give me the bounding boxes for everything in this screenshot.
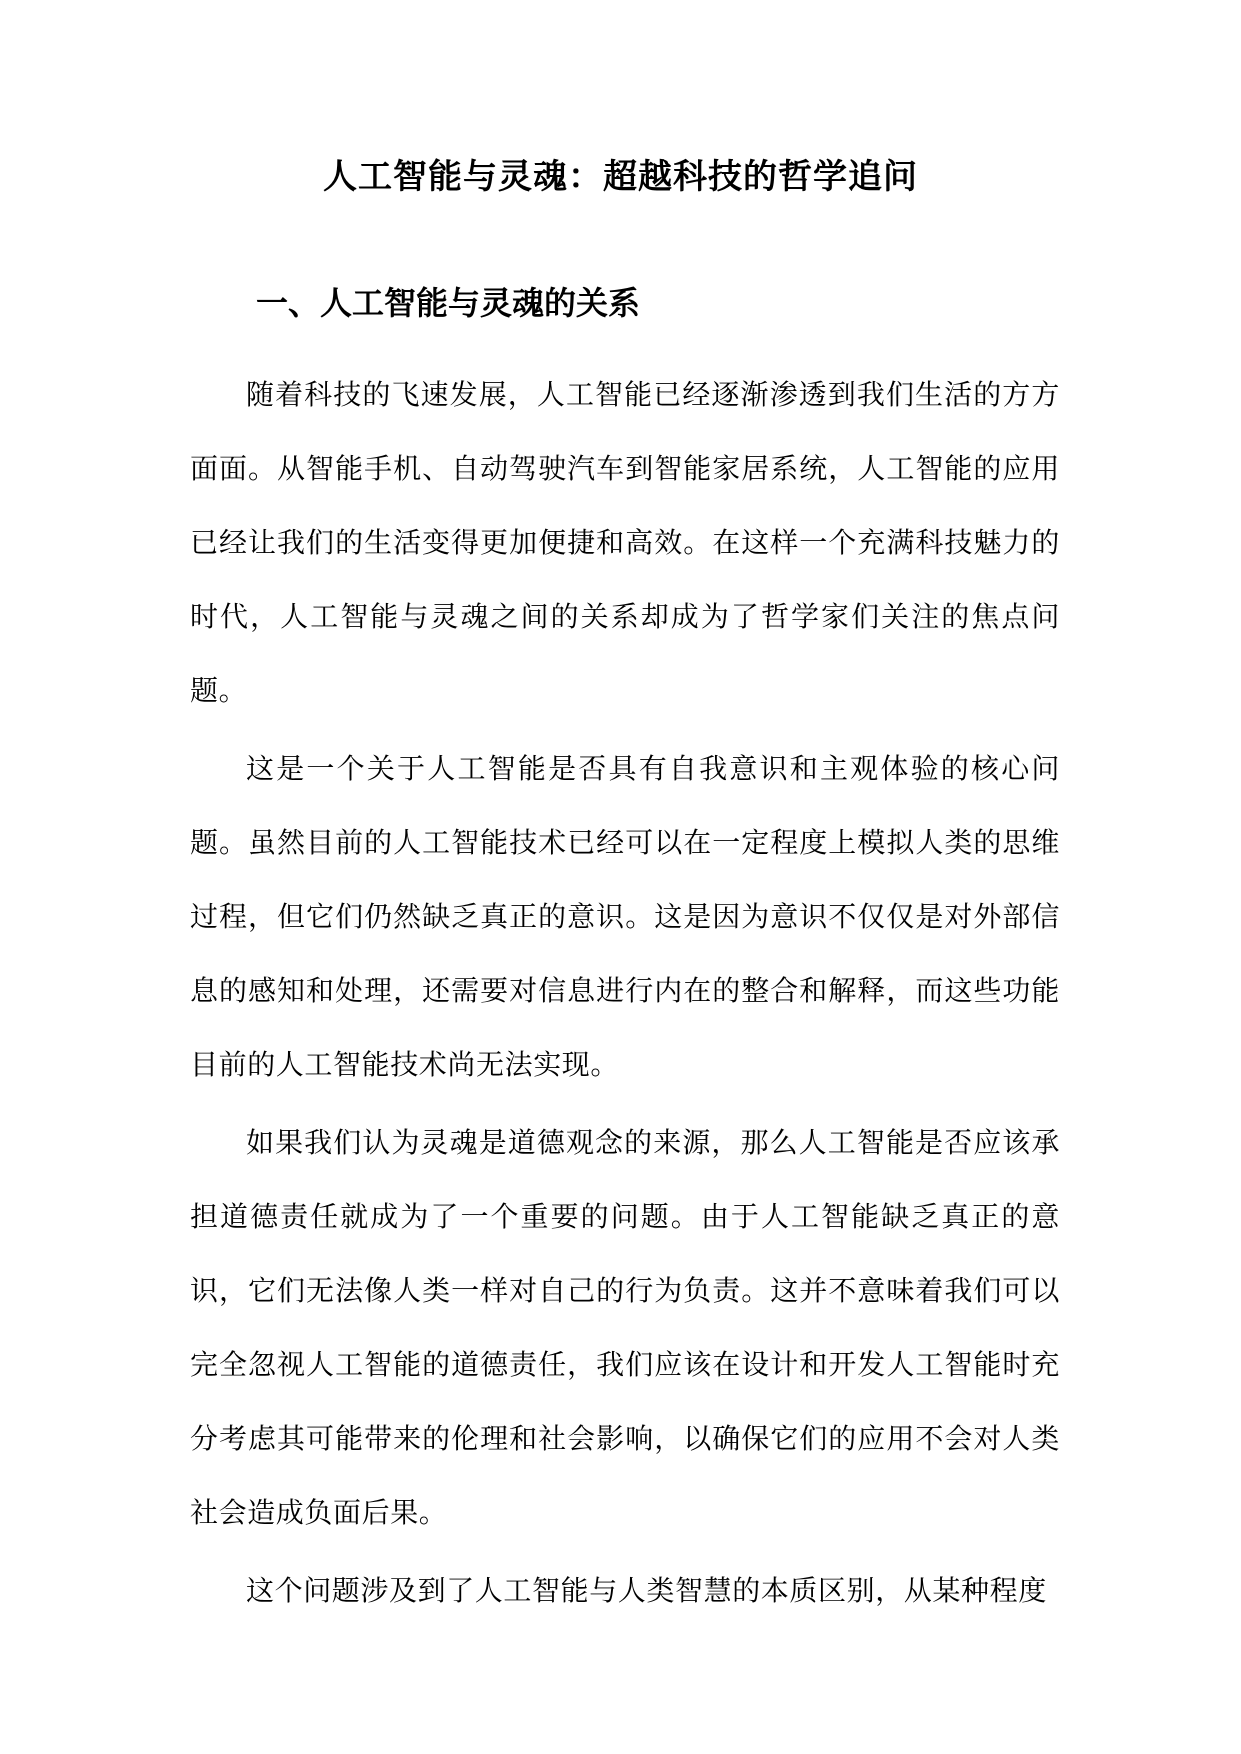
section-heading: 一、人工智能与灵魂的关系 (256, 284, 641, 322)
document-body (190, 358, 1060, 1632)
paragraph: 这是一个关于人工智能是否具有自我意识和主观体验的核心问题。虽然目前的人工智能技术已经可以在一定程度上模拟人类的思维过程，但它们仍然缺乏真正的意识。这是因为意识不仅仅是对外部信息的感知和处理，还需要对信息进行内在的整合和解释，而这些功能目前的人工智能技术尚无法实现。 (190, 752, 1060, 1081)
paragraph: 随着科技的飞速发展，人工智能已经逐渐渗透到我们生活的方方面面。从智能手机、自动驾驶汽车到智能家居系统，人工智能的应用已经让我们的生活变得更加便捷和高效。在这样一个充满科技魅力的时代，人工智能与灵魂之间的关系却成为了哲学家们关注的焦点问题。 (190, 378, 1060, 707)
paragraph: 如果我们认为灵魂是道德观念的来源，那么人工智能是否应该承担道德责任就成为了一个重要的问题。由于人工智能缺乏真正的意识，它们无法像人类一样对自己的行为负责。这并不意味着我们可以完全忽视人工智能的道德责任，我们应该在设计和开发人工智能时充分考虑其可能带来的伦理和社会影响，以确保它们的应用不会对人类社会造成负面后果。 (190, 1126, 1060, 1529)
document-title: 人工智能与灵魂：超越科技的哲学追问 (323, 157, 918, 197)
paragraph: 这个问题涉及到了人工智能与人类智慧的本质区别，从某种程度 (246, 1574, 1047, 1607)
